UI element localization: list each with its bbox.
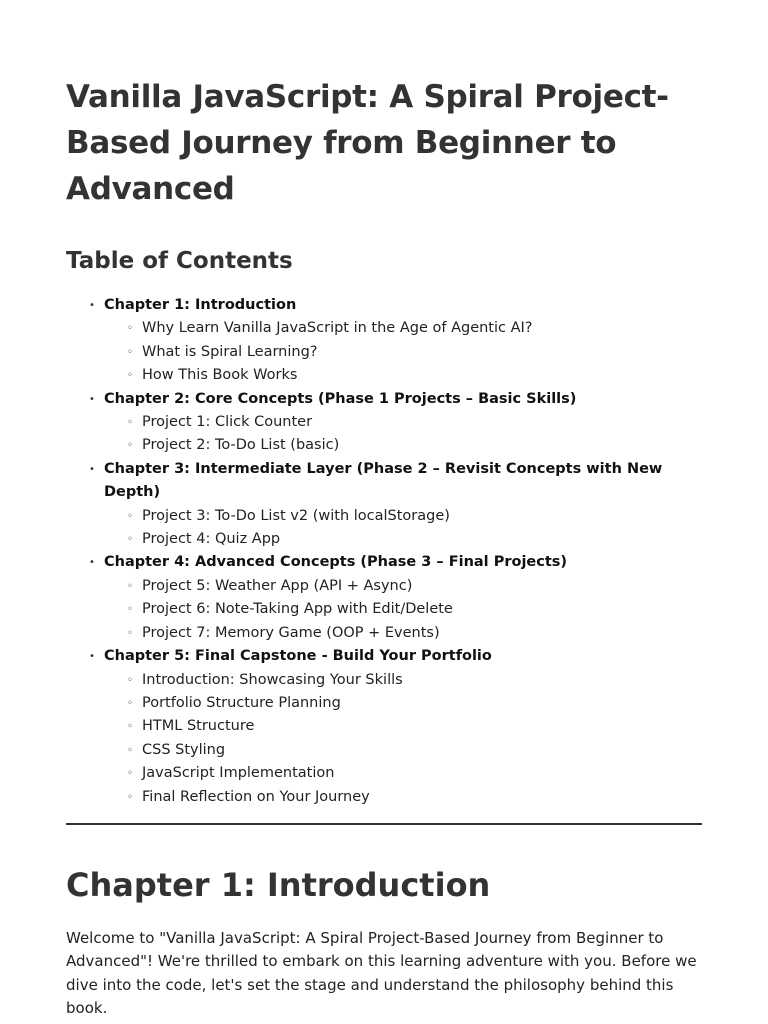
toc-subitem-label[interactable]: Project 4: Quiz App	[142, 531, 281, 548]
toc-subitem[interactable]	[127, 434, 702, 457]
toc-sublist	[104, 317, 702, 387]
toc-subitem[interactable]	[127, 786, 702, 809]
circle-bullet-icon: ◦	[127, 674, 133, 686]
toc-subitem[interactable]	[127, 528, 702, 551]
circle-bullet-icon: ◦	[127, 346, 133, 358]
toc-chapter-label[interactable]: Chapter 4: Advanced Concepts (Phase 3 – Final Projects)	[104, 554, 568, 571]
section-divider	[66, 823, 702, 825]
circle-bullet-icon: ◦	[127, 744, 133, 756]
toc-subitem-label[interactable]: Project 7: Memory Game (OOP + Events)	[142, 624, 440, 641]
toc-subitem-label[interactable]: Portfolio Structure Planning	[142, 694, 341, 711]
circle-bullet-icon: ◦	[127, 370, 133, 382]
toc-chapter-label[interactable]: Chapter 3: Intermediate Layer (Phase 2 – Revisit Concepts with New Depth)	[104, 460, 663, 501]
toc-chapter-item[interactable]	[89, 645, 702, 809]
circle-bullet-icon: ◦	[127, 580, 133, 592]
document-title: Vanilla JavaScript: A Spiral Project-Based Journey from Beginner to Advanced	[66, 79, 669, 207]
toc-sublist	[104, 411, 702, 458]
toc-heading: Table of Contents	[66, 248, 293, 274]
circle-bullet-icon: ◦	[127, 768, 133, 780]
circle-bullet-icon: ◦	[127, 323, 133, 335]
bullet-icon: •	[89, 393, 95, 405]
circle-bullet-icon: ◦	[127, 534, 133, 546]
toc-subitem-label[interactable]: Why Learn Vanilla JavaScript in the Age of Agentic AI?	[142, 320, 533, 337]
toc-subitem[interactable]	[127, 762, 702, 785]
toc-chapter-item[interactable]	[89, 388, 702, 458]
toc-chapter-label[interactable]: Chapter 1: Introduction	[104, 297, 297, 313]
circle-bullet-icon: ◦	[127, 627, 133, 639]
bullet-icon: •	[89, 651, 95, 663]
toc-subitem[interactable]	[127, 739, 702, 762]
toc-subitem[interactable]	[127, 317, 702, 340]
toc-subitem[interactable]	[127, 341, 702, 364]
toc-subitem[interactable]	[127, 411, 702, 434]
toc-subitem[interactable]	[127, 505, 702, 528]
toc-sublist	[104, 505, 702, 552]
toc-chapter-label[interactable]: Chapter 5: Final Capstone - Build Your Portfolio	[104, 648, 492, 665]
toc-subitem-label[interactable]: Project 5: Weather App (API + Async)	[142, 577, 413, 594]
toc-subitem[interactable]	[127, 364, 702, 387]
circle-bullet-icon: ◦	[127, 440, 133, 452]
document-page	[0, 74, 768, 1024]
toc-chapter-label[interactable]: Chapter 2: Core Concepts (Phase 1 Projects – Basic Skills)	[104, 390, 577, 407]
toc-chapter-item[interactable]	[89, 551, 702, 645]
toc-subitem-label[interactable]: Project 1: Click Counter	[142, 414, 313, 431]
toc-chapter-item[interactable]	[89, 294, 702, 388]
toc-subitem[interactable]	[127, 598, 702, 621]
toc-sublist	[104, 669, 702, 809]
circle-bullet-icon: ◦	[127, 604, 133, 616]
toc-subitem-label[interactable]: Final Reflection on Your Journey	[142, 788, 370, 805]
toc-subitem[interactable]	[127, 622, 702, 645]
toc-subitem-label[interactable]: Project 3: To-Do List v2 (with localStorage)	[142, 507, 450, 524]
toc-subitem-label[interactable]: CSS Styling	[142, 741, 226, 758]
toc-subitem-label[interactable]: How This Book Works	[142, 367, 298, 384]
toc-subitem-label[interactable]: HTML Structure	[142, 718, 255, 735]
toc-sublist	[104, 575, 702, 645]
table-of-contents	[66, 294, 702, 809]
circle-bullet-icon: ◦	[127, 417, 133, 429]
circle-bullet-icon: ◦	[127, 721, 133, 733]
toc-subitem-label[interactable]: JavaScript Implementation	[142, 765, 335, 782]
bullet-icon: •	[89, 463, 95, 475]
toc-subitem[interactable]	[127, 575, 702, 598]
bullet-icon: •	[89, 300, 95, 311]
toc-subitem-label[interactable]: Introduction: Showcasing Your Skills	[142, 671, 403, 688]
toc-subitem[interactable]	[127, 669, 702, 692]
toc-subitem-label[interactable]: Project 6: Note-Taking App with Edit/Delete	[142, 601, 453, 618]
bullet-icon: •	[89, 557, 95, 569]
toc-subitem[interactable]	[127, 692, 702, 715]
toc-subitem-label[interactable]: What is Spiral Learning?	[142, 343, 318, 360]
circle-bullet-icon: ◦	[127, 510, 133, 522]
chapter-heading: Chapter 1: Introduction	[66, 865, 491, 904]
circle-bullet-icon: ◦	[127, 697, 133, 709]
toc-subitem-label[interactable]: Project 2: To-Do List (basic)	[142, 437, 340, 454]
toc-subitem[interactable]	[127, 715, 702, 738]
toc-chapter-item[interactable]	[89, 458, 702, 552]
circle-bullet-icon: ◦	[127, 791, 133, 803]
intro-paragraph: Welcome to "Vanilla JavaScript: A Spiral Project-Based Journey from Beginner to Advanced"! We're thrilled to embark on this learning adventure with you. Before we dive into the code, let's set the stage and understand the philosophy behind this book.	[66, 928, 697, 1018]
